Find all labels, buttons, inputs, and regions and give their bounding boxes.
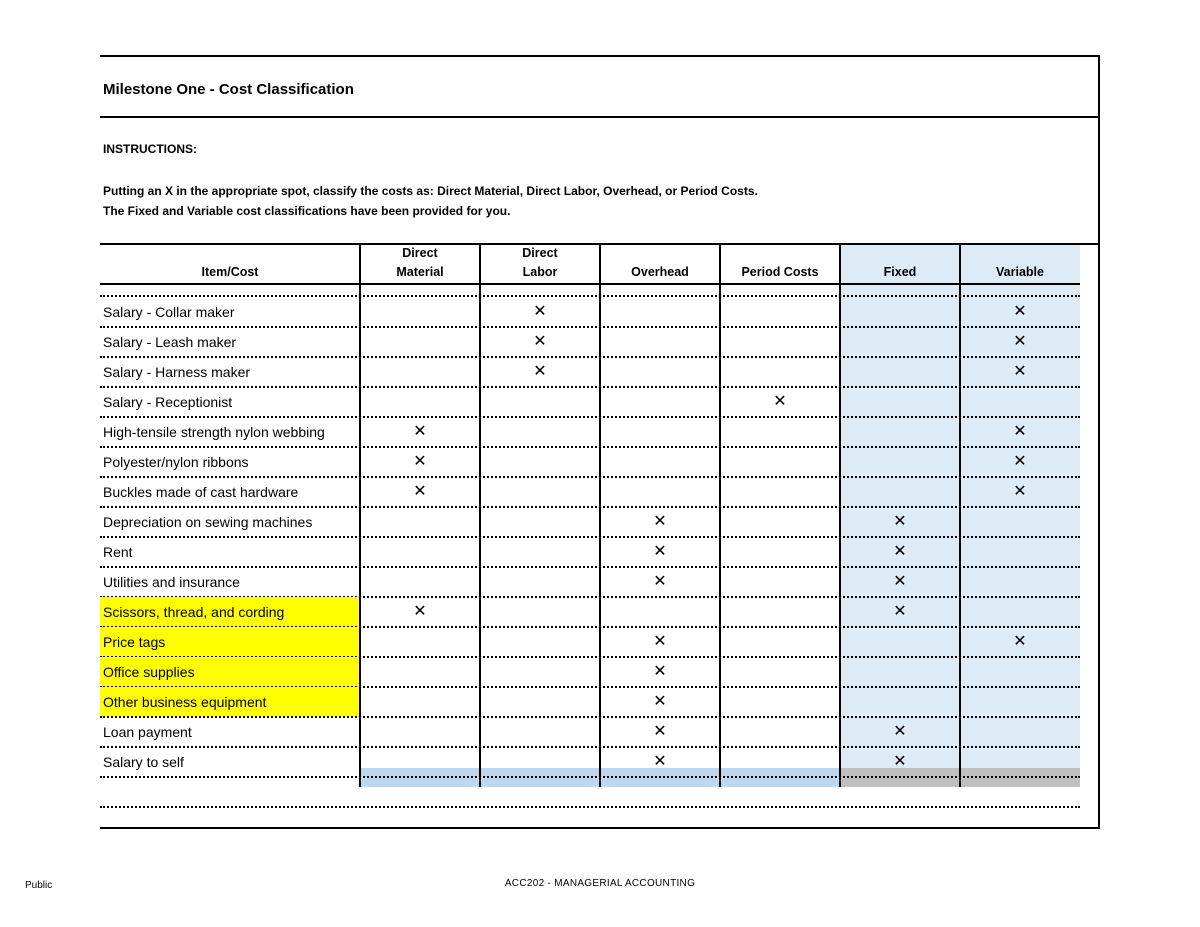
classification-cell[interactable]: ✕ [1013,333,1027,350]
footer-course: ACC202 - MANAGERIAL ACCOUNTING [504,878,696,889]
classification-cell[interactable]: ✕ [893,573,907,590]
classification-cell[interactable] [600,777,720,807]
item-cost-cell: Salary - Receptionist [103,394,233,410]
classification-cell[interactable]: ✕ [1013,303,1027,320]
table-row [100,357,1080,387]
item-cost-cell: Other business equipment [100,687,359,717]
classification-cell[interactable]: ✕ [533,333,547,350]
classification-cell[interactable] [360,507,480,537]
classification-cell[interactable] [720,507,840,537]
column-header [840,245,960,283]
table-row [100,627,1080,657]
classification-cell[interactable] [840,777,960,807]
item-cost-cell: Price tags [100,627,359,657]
classification-cell[interactable]: ✕ [533,363,547,380]
classification-cell[interactable] [360,387,480,417]
classification-cell[interactable] [720,777,840,807]
classification-cell[interactable] [360,777,480,807]
footer-classification: Public [25,880,53,891]
classification-cell[interactable] [840,627,960,657]
column-divider [959,245,961,787]
classification-cell[interactable] [720,297,840,327]
classification-cell[interactable] [840,657,960,687]
classification-cell[interactable]: ✕ [413,423,427,440]
classification-cell[interactable]: ✕ [653,513,667,530]
column-header-line2: Variable [996,265,1044,279]
table-row [100,597,1080,627]
table-row [100,777,1080,807]
column-header [720,245,840,283]
classification-cell[interactable]: ✕ [1013,453,1027,470]
table-row [100,447,1080,477]
table-row [100,567,1080,597]
classification-cell[interactable] [720,447,840,477]
classification-cell[interactable] [720,567,840,597]
classification-cell[interactable]: ✕ [413,483,427,500]
classification-cell[interactable] [720,327,840,357]
classification-cell[interactable] [840,357,960,387]
page-title: Milestone One - Cost Classification [103,81,354,98]
classification-cell[interactable]: ✕ [893,603,907,620]
classification-cell[interactable] [720,357,840,387]
item-cost-cell: High-tensile strength nylon webbing [103,424,325,440]
item-cost-cell: Office supplies [100,657,359,687]
column-header-line2: Labor [522,265,558,279]
classification-cell[interactable] [360,297,480,327]
classification-cell[interactable] [360,657,480,687]
item-cost-cell [100,777,359,807]
instructions-line-2: The Fixed and Variable cost classifications have been provided for you. [103,204,511,218]
classification-cell[interactable] [960,657,1080,687]
item-cost-cell: Rent [103,544,133,560]
table-row [100,327,1080,357]
classification-cell[interactable]: ✕ [653,723,667,740]
classification-table [100,243,1100,829]
classification-cell[interactable] [480,537,600,567]
instructions-heading: INSTRUCTIONS: [103,142,197,156]
table-row [100,387,1080,417]
classification-cell[interactable] [960,717,1080,747]
classification-cell[interactable]: ✕ [653,633,667,650]
classification-cell[interactable] [360,687,480,717]
item-cost-cell: Polyester/nylon ribbons [103,454,249,470]
item-cost-cell: Depreciation on sewing machines [103,514,313,530]
classification-cell[interactable] [840,297,960,327]
classification-cell[interactable] [960,747,1080,777]
column-header-line2: Overhead [631,265,689,279]
classification-cell[interactable] [480,627,600,657]
classification-cell[interactable] [600,477,720,507]
classification-cell[interactable] [480,747,600,777]
classification-cell[interactable]: ✕ [413,603,427,620]
column-header-line2: Item/Cost [201,265,259,279]
classification-cell[interactable] [600,387,720,417]
classification-cell[interactable] [720,537,840,567]
instructions-line-1: Putting an X in the appropriate spot, classify the costs as: Direct Material, Direct Labor, Overhead, or Period Costs. [103,184,758,198]
classification-cell[interactable] [720,417,840,447]
column-divider [599,245,601,787]
classification-cell[interactable] [480,717,600,747]
classification-cell[interactable] [360,567,480,597]
classification-cell[interactable] [600,297,720,327]
classification-cell[interactable] [600,357,720,387]
column-header-line2: Fixed [883,265,917,279]
classification-cell[interactable]: ✕ [1013,483,1027,500]
classification-cell[interactable]: ✕ [653,543,667,560]
classification-cell[interactable] [480,567,600,597]
table-row [100,477,1080,507]
classification-cell[interactable] [480,687,600,717]
row-separator [100,806,1080,808]
classification-cell[interactable]: ✕ [653,663,667,680]
column-header [600,245,720,283]
column-header [100,245,360,283]
classification-cell[interactable]: ✕ [1013,363,1027,380]
classification-cell[interactable]: ✕ [773,393,787,410]
column-divider [839,245,841,787]
item-cost-cell: Utilities and insurance [103,574,240,590]
classification-cell[interactable] [480,597,600,627]
column-divider [719,245,721,787]
classification-cell[interactable] [720,627,840,657]
table-row [100,507,1080,537]
classification-cell[interactable] [600,597,720,627]
classification-cell[interactable] [720,747,840,777]
classification-cell[interactable] [480,447,600,477]
column-header-line2: Period Costs [741,265,819,279]
item-cost-cell: Buckles made of cast hardware [103,484,299,500]
title-box [100,55,1100,118]
classification-cell[interactable] [720,687,840,717]
table-row [100,297,1080,327]
classification-cell[interactable] [480,477,600,507]
classification-cell[interactable]: ✕ [893,513,907,530]
classification-cell[interactable] [360,537,480,567]
classification-cell[interactable] [960,387,1080,417]
column-divider [479,245,481,787]
header-rule [100,283,1080,285]
table-row [100,537,1080,567]
classification-cell[interactable] [960,567,1080,597]
classification-cell[interactable] [840,387,960,417]
classification-cell[interactable] [600,447,720,477]
column-header-line2: Material [396,265,444,279]
classification-cell[interactable] [720,657,840,687]
classification-cell[interactable] [720,717,840,747]
item-cost-cell: Salary - Collar maker [103,304,235,320]
table-row [100,717,1080,747]
table-row [100,747,1080,777]
classification-cell[interactable]: ✕ [1013,423,1027,440]
classification-cell[interactable] [840,687,960,717]
classification-cell[interactable] [960,687,1080,717]
classification-cell[interactable] [840,327,960,357]
item-cost-cell: Scissors, thread, and cording [100,597,359,627]
column-header [960,245,1080,283]
column-header-line1: Direct [522,246,558,260]
classification-cell[interactable] [960,777,1080,807]
classification-cell[interactable] [960,537,1080,567]
classification-cell[interactable] [720,597,840,627]
classification-cell[interactable] [720,477,840,507]
classification-cell[interactable]: ✕ [893,543,907,560]
classification-cell[interactable]: ✕ [533,303,547,320]
classification-cell[interactable]: ✕ [893,753,907,770]
classification-cell[interactable]: ✕ [1013,633,1027,650]
column-header [360,245,480,283]
instructions-box [100,118,1100,243]
classification-cell[interactable] [480,417,600,447]
classification-cell[interactable] [360,747,480,777]
classification-cell[interactable] [600,327,720,357]
classification-cell[interactable] [360,327,480,357]
table-row [100,417,1080,447]
table-row [100,657,1080,687]
classification-cell[interactable] [480,657,600,687]
item-cost-cell: Salary - Harness maker [103,364,251,380]
classification-cell[interactable] [360,627,480,657]
classification-cell[interactable] [840,417,960,447]
classification-cell[interactable] [480,777,600,807]
classification-cell[interactable]: ✕ [653,753,667,770]
column-header [480,245,600,283]
item-cost-cell: Loan payment [103,724,192,740]
classification-cell[interactable] [840,477,960,507]
column-header-line1: Direct [402,246,438,260]
classification-cell[interactable] [960,507,1080,537]
item-cost-cell: Salary to self [103,754,184,770]
classification-cell[interactable]: ✕ [893,723,907,740]
classification-cell[interactable] [600,417,720,447]
column-divider [359,245,361,787]
classification-cell[interactable] [360,357,480,387]
classification-cell[interactable] [480,387,600,417]
classification-cell[interactable]: ✕ [653,693,667,710]
classification-cell[interactable] [960,597,1080,627]
classification-cell[interactable]: ✕ [413,453,427,470]
table-row [100,687,1080,717]
classification-cell[interactable] [840,447,960,477]
classification-cell[interactable] [480,507,600,537]
classification-cell[interactable]: ✕ [653,573,667,590]
classification-cell[interactable] [360,717,480,747]
item-cost-cell: Salary - Leash maker [103,334,237,350]
